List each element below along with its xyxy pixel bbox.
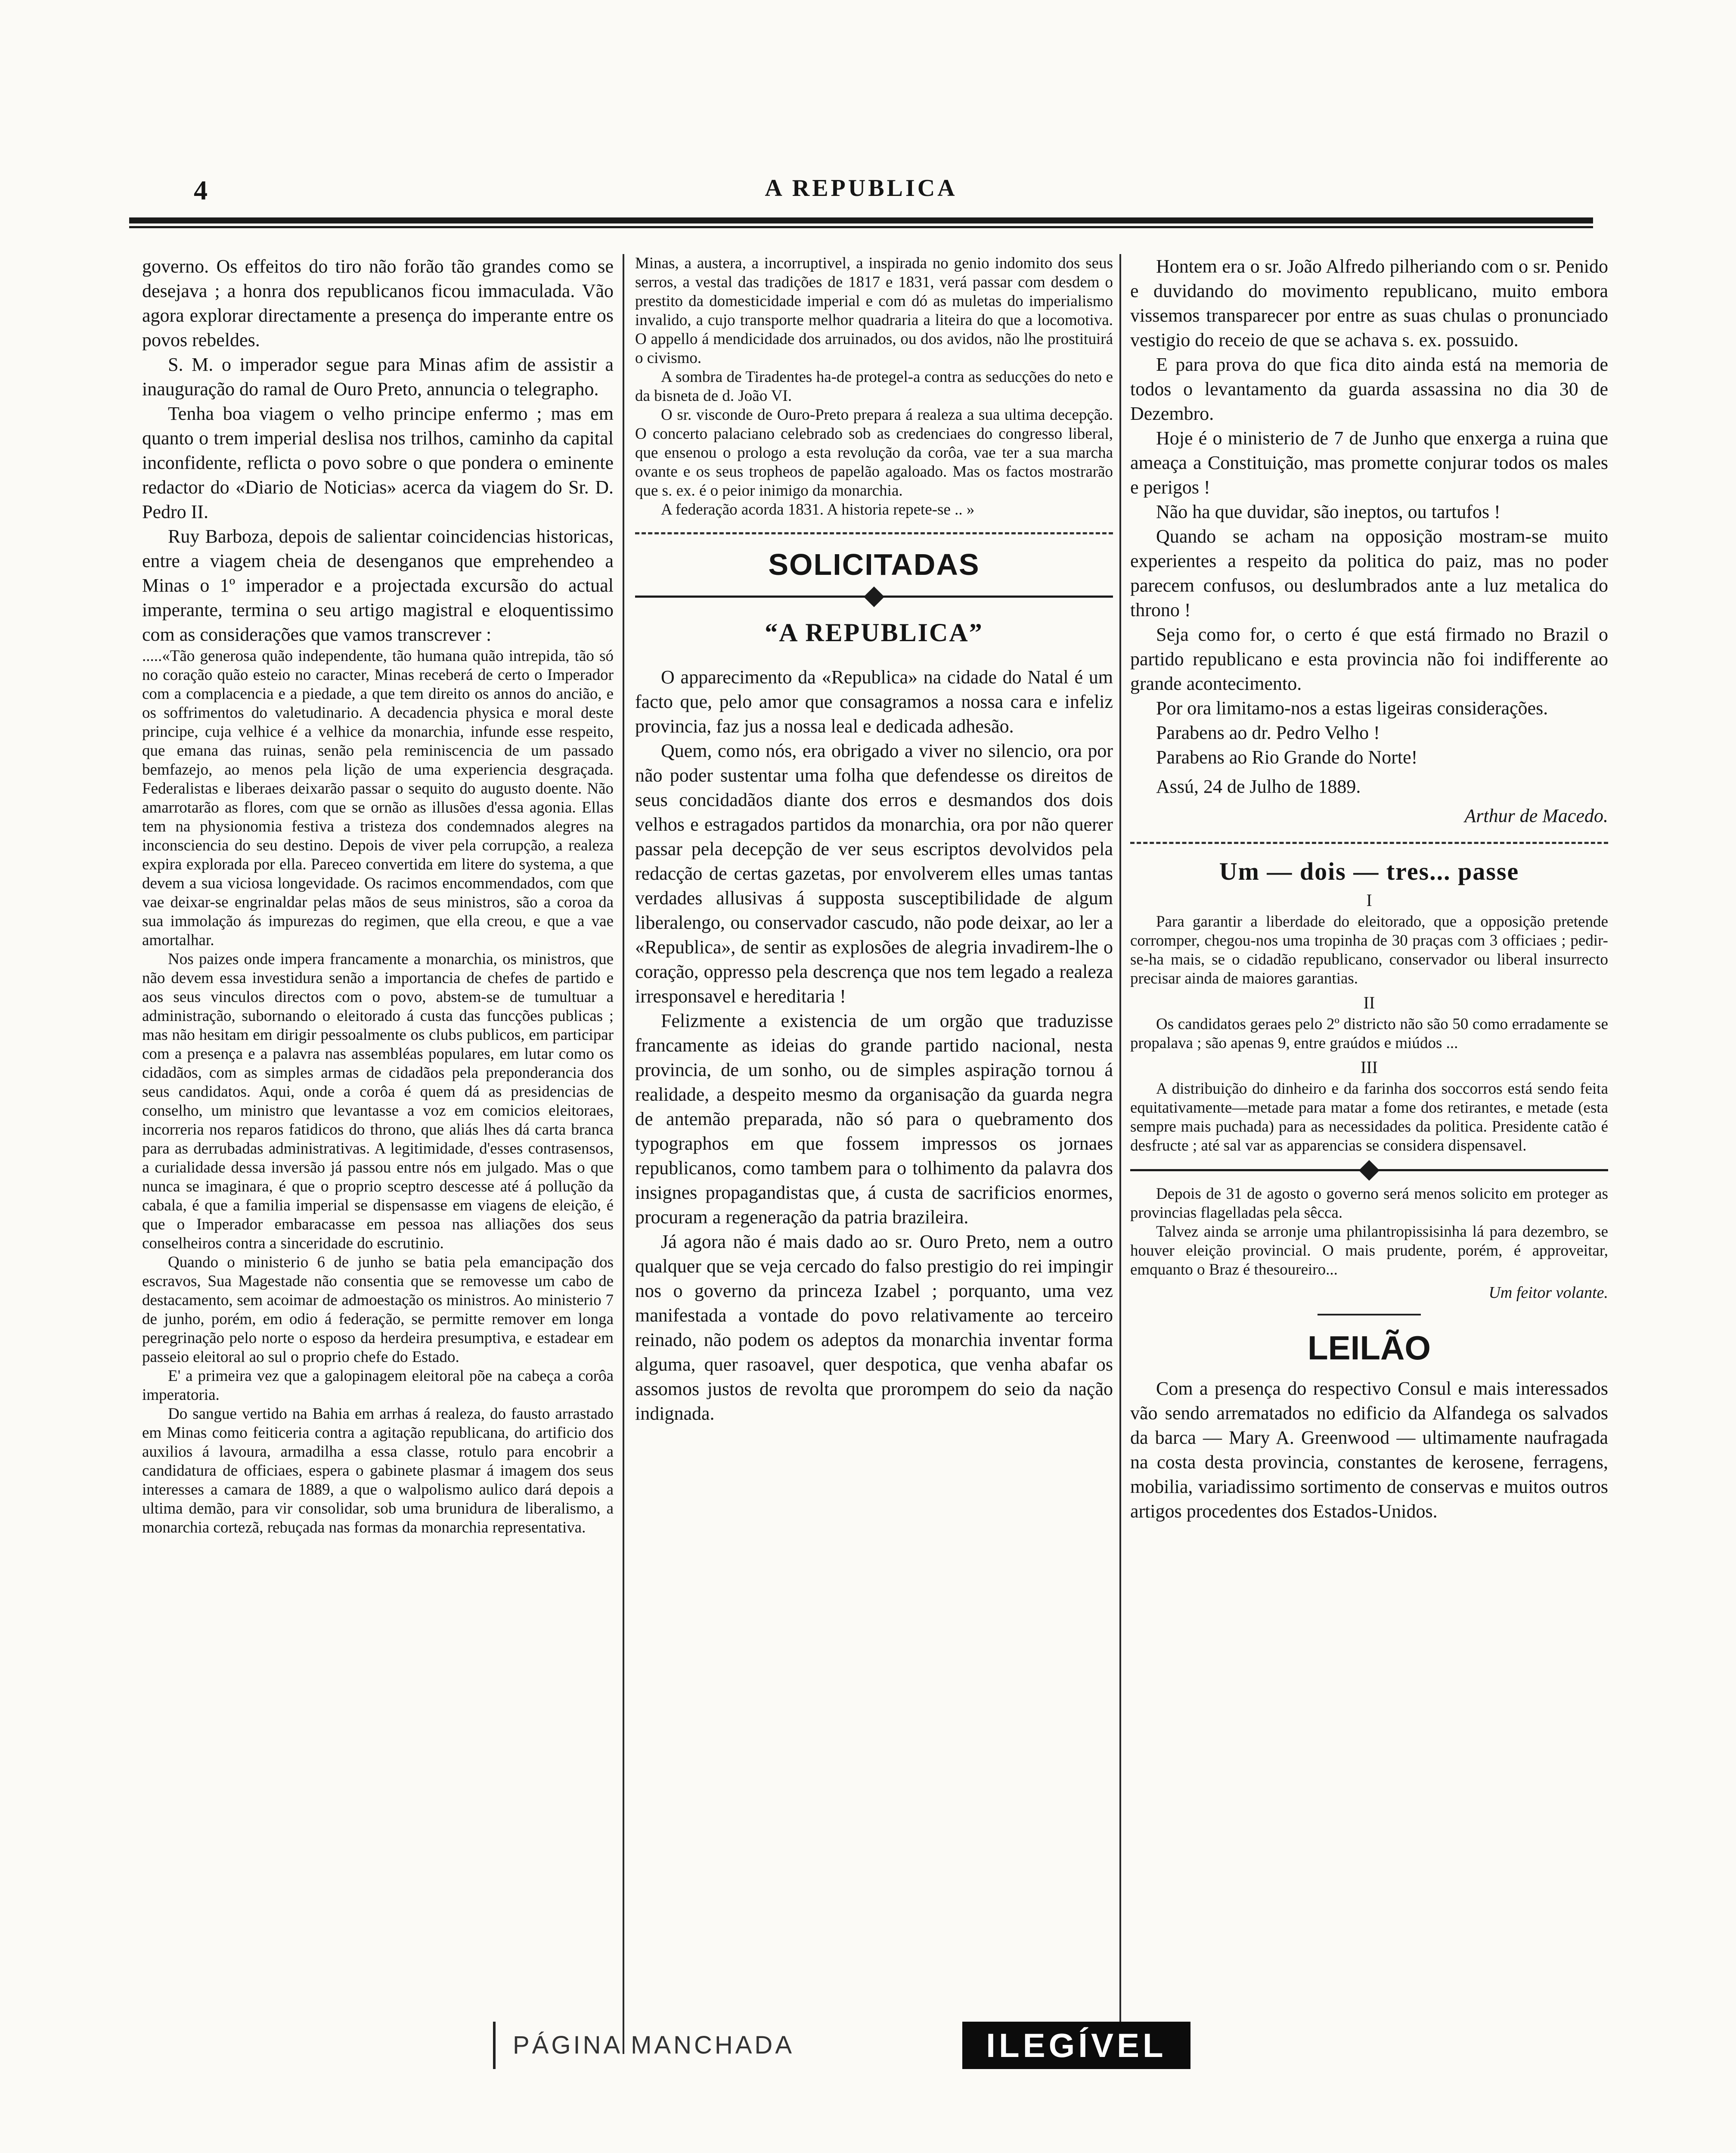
col3-paragraph: Seja como for, o certo é que está firmado no Brazil o partido republicano e esta provincia não foi indifferente ao grande acontecimento.	[1130, 624, 1608, 694]
congrats-line: Parabens ao dr. Pedro Velho !	[1156, 722, 1380, 743]
col3-paragraph: Não ha que duvidar, são ineptos, ou tartufos !	[1156, 501, 1500, 522]
col1-quote-paragraph: .....«Tão generosa quão independente, tão humana quão intrepida, tão só no coração quão esteio no caracter, Minas receberá de certo o Imperador com a complacencia e a piedade, a que tem direito os annos do ancião, e os soffrimentos do valetudinario. A decadencia physica e moral deste principe, cuja velhice é a velhice da monarchia, infunde esse respeito, que emana das ruinas, senão pela reminiscencia de um passado bemfazejo, ao menos pela lição de uma experiencia desgraçada. Federalistas e liberaes deixarão passar o sequito do augusto doente. Não amarrotarão as flores, com que se ornão as illusões d'essa agonia. Ellas tem na physionomia festiva a tristeza dos condemnados alegres na inconsciencia do seu destino. Depois de viver pela corrupção, a realeza expira explorada por ella. Pareceo convertida em litere do systema, a que devem a sua viciosa longevidade. Os racimos encommendados, com que vae deixar-se engrinaldar pelas mãos de seus ministros, são a coroa da sua immolação ás impurezas do regimen, que ella creou, e que a vae amortalhar.	[142, 647, 614, 949]
illegible-stamp: ILEGÍVEL	[962, 2022, 1190, 2069]
column-divider-2	[1119, 254, 1121, 2054]
col3-paragraph: Hontem era o sr. João Alfredo pilheriando com o sr. Penido e duvidando do movimento republicano, muito embora vissemos transparecer por entre as suas chulas o pronunciado vestigio do receio de que se achava s. ex. possuido.	[1130, 256, 1608, 351]
col3-paragraph: E para prova do que fica dito ainda está na memoria de todos o levantamento da guarda assassina no dia 30 de Dezembro.	[1130, 354, 1608, 424]
item-text: Os candidatos geraes pelo 2º districto não são 50 como erradamente se propalava ; são apenas 9, entre graúdos e miúdos ...	[1130, 1015, 1608, 1052]
column-divider-1	[623, 254, 624, 2054]
section-divider	[1130, 842, 1608, 844]
section-divider	[635, 532, 1113, 534]
col2-paragraph: O apparecimento da «Republica» na cidade do Natal é um facto que, pelo amor que consagramos a nossa cara e infeliz provincia, faz jus a nossa leal e dedicada adhesão.	[635, 667, 1113, 737]
article-signature: Arthur de Macedo.	[1464, 805, 1608, 826]
item-text: A distribuição do dinheiro e da farinha dos soccorros está sendo feita equitativamente—metade para matar a fome dos retirantes, e metade (esta sempre mais puchada) para as necessidades da politica. Presidente catão é desfructe ; até sal var as apparencias se considera dispensavel.	[1130, 1080, 1608, 1154]
column-1	[142, 254, 614, 2058]
item-numeral: I	[1366, 890, 1372, 910]
header-rule	[129, 217, 1593, 223]
item-numeral: III	[1361, 1058, 1378, 1077]
page-header	[129, 174, 1593, 209]
header-rule-thin	[129, 226, 1593, 228]
congrats-line: Parabens ao Rio Grande do Norte!	[1156, 747, 1418, 768]
column-3	[1130, 254, 1608, 2032]
note-text: Talvez ainda se arronje uma philantropissisinha lá para dezembro, se houver eleição provincial. O mais prudente, porém, é approveitar, emquanto o Braz é thesoureiro...	[1130, 1223, 1608, 1278]
ornament-icon	[1359, 1160, 1380, 1181]
col1-quote-paragraph: E' a primeira vez que a galopinagem eleitoral põe na cabeça a corôa imperatoria.	[142, 1367, 614, 1404]
col2-quote-paragraph: A sombra de Tiradentes ha-de protegel-a contra as seducções do neto e da bisneta de d. João VI.	[635, 368, 1113, 405]
col2-quote-paragraph: O sr. visconde de Ouro-Preto prepara á realeza a sua ultima decepção. O concerto palaciano celebrado sob as credenciaes do congresso liberal, que ensenou o prologo a esta revolução da corôa, vae ter a sua marcha ovante e os seus tropheos de papelão agaloado. Mas os factos mostrarão que s. ex. é o peior inimigo da monarchia.	[635, 406, 1113, 499]
col1-quote-paragraph: Quando o ministerio 6 de junho se batia pela emancipação dos escravos, Sua Magestade não consentia que se removesse um cabo de destacamento, sem acoimar de admoestação os ministros. Ao ministerio 7 de junho, porém, em odio á federação, se permitte remover em longa peregrinação pelo norte o esposo da herdeira presumptiva, e estadear em passeio eleitoral ao sul o proprio chefe do Estado.	[142, 1253, 614, 1366]
column-signature: Um feitor volante.	[1488, 1284, 1608, 1302]
place-date: Assú, 24 de Julho de 1889.	[1156, 776, 1361, 797]
col1-quote-paragraph: Do sangue vertido na Bahia em arrhas á realeza, do fausto arrastado em Minas como feiticeria contra a agitação republicana, do artificio dos auxilios á lavoura, armadilha a essa classe, rotulo para encobrir a candidatura de officiaes, espera o gabinete plasmar á imagem dos seus interesses a camara de 1889, a que o walpolismo aulico dará depois a ultima demão, para vir consolidar, sob uma brunidura de liberalismo, a monarchia cortezã, rebuçada nas formas da monarchia representativa.	[142, 1405, 614, 1536]
ornament-divider	[1130, 1161, 1608, 1179]
col2-paragraph: Já agora não é mais dado ao sr. Ouro Preto, nem a outro qualquer que se veja cercado do falso prestigio do rei impingir nos o governo da princeza Izabel ; porquanto, uma vez manifestada a vontade do povo relativamente ao terceiro reinado, não podem os adeptos da monarchia inventar forma alguma, quer rasoavel, quer despotica, que venha abafar os assomos justos de revolta que prorompem do seio da nação indignada.	[635, 1231, 1113, 1424]
note-text: Depois de 31 de agosto o governo será menos solicito em proteger as provincias flagelladas pela sêcca.	[1130, 1185, 1608, 1222]
stained-page-stamp: PÁGINA MANCHADA	[493, 2022, 814, 2069]
col1-paragraph: Tenha boa viagem o velho principe enfermo ; mas em quanto o trem imperial deslisa nos trilhos, caminho da capital inconfidente, reflicta o povo sobre o que pondera o eminente redactor do «Diario de Noticias» acerca da viagem do Sr. D. Pedro II.	[142, 403, 614, 522]
col3-paragraph: Hoje é o ministerio de 7 de Junho que enxerga a ruina que ameaça a Constituição, mas promette conjurar todos os males e perigos !	[1130, 428, 1608, 498]
col1-paragraph: governo. Os effeitos do tiro não forão tão grandes como se desejava ; a honra dos republicanos ficou immaculada. Vão agora explorar directamente a presença do imperante entre os povos rebeldes.	[142, 256, 614, 351]
col2-quote-paragraph: Minas, a austera, a incorruptivel, a inspirada no genio indomito dos seus serros, a vestal das tradições de 1817 e 1831, verá passar com desdem o prestito da domesticidade imperial e com dó as muletas do imperialismo invalido, a cujo transporte melhor quadraria a liteira do que a locomotiva. O appello á mendicidade dos arruinados, ou dos avidos, não lhe prostituirá o civismo.	[635, 254, 1113, 367]
section-title: SOLICITADAS	[768, 548, 980, 581]
column-2	[635, 254, 1113, 2041]
col2-paragraph: Felizmente a existencia de um orgão que traduzisse francamente as ideias do grande partido nacional, nesta provincia, de um sonho, ou de simples aspiração tornou á realidade, a despeito mesmo da organisação da guarda negra de antemão preparada, não só para o quebramento dos typographos em que fossem impressos os jornaes republicanos, como tambem para o tolhimento da palavra dos insignes propagandistas que, á custa de sacrificios enormes, procuram a regeneração da patria brazileira.	[635, 1010, 1113, 1228]
col2-quote-paragraph: A federação acorda 1831. A historia repete-se .. »	[661, 501, 975, 518]
item-text: Para garantir a liberdade do eleitorado, que a opposição pretende corromper, chegou-nos uma tropinha de 30 praças com 3 officiaes ; pedir-se-ha mais, se o cidadão republicano, conservador ou liberal insurrecto precisar ainda de maiores garantias.	[1130, 913, 1608, 987]
section-divider	[1318, 1314, 1421, 1315]
ornament-icon	[864, 586, 884, 607]
ornament-divider	[635, 588, 1113, 605]
col3-paragraph: Por ora limitamo-nos a estas ligeiras considerações.	[1156, 698, 1548, 719]
auction-text: Com a presença do respectivo Consul e mais interessados vão sendo arrematados no edificio da Alfandega os salvados da barca — Mary A. Greenwood — ultimamente naufragada na costa desta provincia, constantes de kerosene, ferragens, mobilia, variadissimo sortimento de conservas e muitos outros artigos procedentes dos Estados-Unidos.	[1130, 1378, 1608, 1522]
item-numeral: II	[1363, 993, 1375, 1012]
page-number: 4	[194, 175, 208, 205]
col2-paragraph: Quem, como nós, era obrigado a viver no silencio, ora por não poder sustentar uma folha que defendesse os direitos de seus concidadãos diante dos erros e desmandos dos dois velhos e estragados partidos da monarchia, ora por não querer passar pela decepção de ver seus escriptos devolvidos pela redacção de certas gazetas, por envolverem elles umas tantas verdades allusivas á supposta susceptibilidade de algum liberalengo, ou conservador cascudo, não pode deixar, ao ler a «Republica», de sentir as explosões de alegria invadirem-lhe o coração, oppresso pela descrença que nos tem legado a realeza irresponsavel e hereditaria !	[635, 740, 1113, 1007]
col1-quote-paragraph: Nos paizes onde impera francamente a monarchia, os ministros, que não devem essa investidura senão a importancia de chefes de partido e aos seus vinculos directos com o povo, abstem-se de tumultuar a administração, subornando o eleitorado á custa das funcções publicas ; mas não hesitam em dirigir pessoalmente os clubs publicos, em participar com a presença e a palavra nas assembléas populares, em lutar como os cidadãos, com as simples armas de cidadãos pela preponderancia dos seus candidatos. Aqui, onde a corôa é quem dá as presidencias de conselho, um ministro que levantasse a voz em comicios eleitoraes, incorreria nos reparos fatidicos do throno, que aliás lhes dá carta branca para as derrubadas administrativas. A legitimidade, d'esses contrasensos, a curialidade dessa inversão já passou entre nós em julgado. Mas o que nunca se imaginara, é que o proprio sceptro descesse até á pollução da cabala, é que a familia imperial se dispensasse em viagens de eleição, é que o Imperador embaracasse em pessoa nas alliações dos seus conselheiros contra a sinceridade do escrutinio.	[142, 950, 614, 1252]
col1-paragraph: Ruy Barboza, depois de salientar coincidencias historicas, entre a viagem cheia de desenganos que emprehendeo a Minas o 1º imperador e a projectada excursão do actual imperante, termina o seu artigo magistral e eloquentissimo com as considerações que vamos transcrever :	[142, 526, 614, 645]
column-title: Um — dois — tres... passe	[1219, 857, 1519, 885]
masthead-title: A REPUBLICA	[765, 175, 958, 202]
auction-title: LEILÃO	[1308, 1329, 1431, 1367]
col1-paragraph: S. M. o imperador segue para Minas afim de assistir a inauguração do ramal de Ouro Preto, annuncia o telegrapho.	[142, 354, 614, 400]
article-title: “A REPUBLICA”	[765, 618, 983, 647]
col3-paragraph: Quando se acham na opposição mostram-se muito experientes a respeito da politica do paiz, mas no poder parecem confusos, ou deslumbrados ante a luz metalica do throno !	[1130, 526, 1608, 620]
